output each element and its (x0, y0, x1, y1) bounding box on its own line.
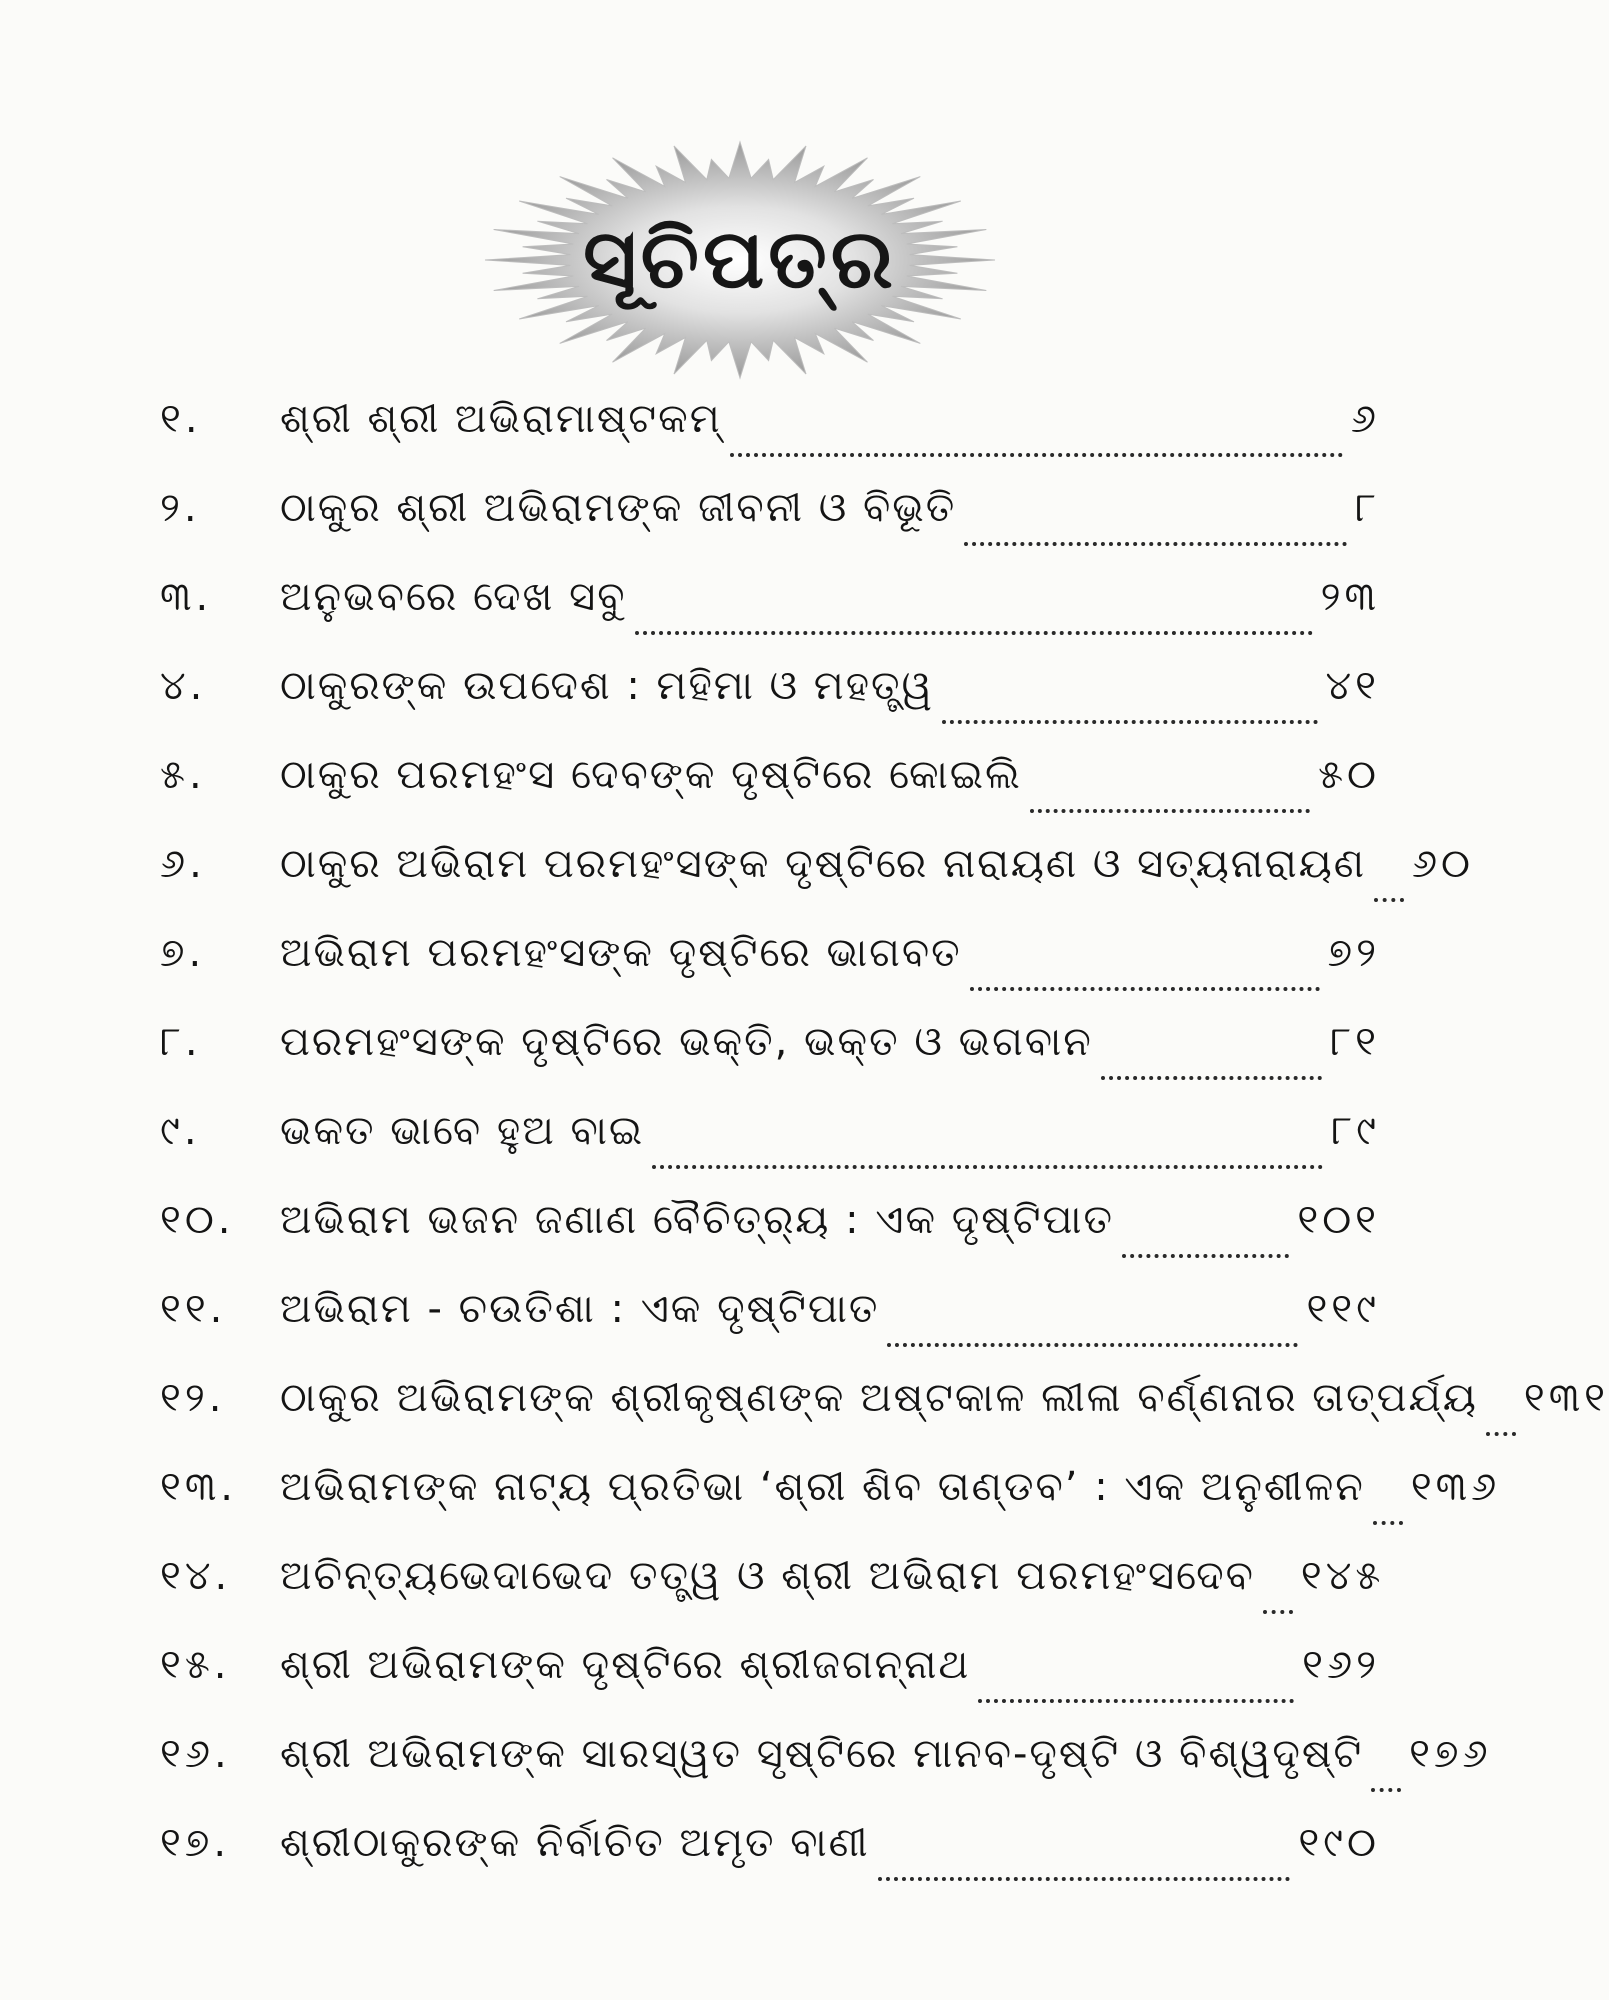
toc-entry-page: ୮୧ (1330, 1019, 1380, 1065)
dot-leader (942, 719, 1318, 724)
toc-entry-title: ଠାକୁର ଅଭିରାମ ପରମହଂସଙ୍କ ଦୃଷ୍ଟିରେ ନାରାୟଣ ଓ ସତ୍ୟନାରାୟଣ (280, 841, 1366, 887)
dot-leader (1486, 1431, 1516, 1436)
dot-leader (635, 630, 1313, 635)
toc-entry-number: ୧୫. (160, 1642, 231, 1688)
toc-entry-title: ଅନୁଭବରେ ଦେଖ ସବୁ (280, 574, 627, 620)
dot-leader (1030, 808, 1310, 813)
dot-leader (730, 452, 1343, 457)
dot-leader (1373, 1520, 1403, 1525)
dot-leader (652, 1164, 1323, 1169)
toc-entry-page: ୧୪୫ (1300, 1553, 1385, 1599)
toc-entry-number: ୮. (160, 1019, 202, 1065)
toc-entry-page: ୧୬୨ (1302, 1642, 1380, 1688)
toc-entry[interactable] (160, 1019, 1380, 1108)
toc-entry-title: ପରମହଂସଙ୍କ ଦୃଷ୍ଟିରେ ଭକ୍ତି, ଭକ୍ତ ଓ ଭଗବାନ (280, 1019, 1093, 1065)
toc-entry-title: ଠାକୁରଙ୍କ ଉପଦେଶ : ମହିମା ଓ ମହତ୍ତ୍ୱ (280, 663, 934, 709)
toc-entry-number: ୧୦. (160, 1197, 235, 1243)
dot-leader (1122, 1253, 1289, 1258)
toc-entry-title: ଭକତ ଭାବେ ହୁଅ ବାଇ (280, 1108, 645, 1154)
toc-entry[interactable] (160, 841, 1475, 930)
toc-entry-page: ୧୧୯ (1306, 1286, 1380, 1332)
toc-entry-page: ୭୨ (1327, 930, 1380, 976)
toc-entry[interactable] (160, 1553, 1385, 1642)
toc-entry-number: ୬. (160, 841, 206, 887)
toc-entry-page: ୧୩୧ (1523, 1375, 1609, 1421)
dot-leader (978, 1698, 1294, 1703)
dot-leader (1374, 897, 1404, 902)
toc-entry-number: ୧. (160, 396, 202, 442)
toc-entry-number: ୭. (160, 930, 206, 976)
toc-entry[interactable] (160, 1286, 1380, 1375)
dot-leader (964, 541, 1347, 546)
dot-leader (1371, 1787, 1401, 1792)
table-of-contents (160, 396, 1609, 1909)
toc-entry[interactable] (160, 1108, 1380, 1197)
toc-entry[interactable] (160, 574, 1380, 663)
toc-entry-title: ଠାକୁର ପରମହଂସ ଦେବଙ୍କ ଦୃଷ୍ଟିରେ କୋଇଲି (280, 752, 1022, 798)
dot-leader (1101, 1075, 1322, 1080)
toc-entry-page: ୧୦୧ (1297, 1197, 1380, 1243)
toc-entry-title: ଶ୍ରୀ ଶ୍ରୀ ଅଭିରାମାଷ୍ଟକମ୍ (280, 396, 722, 442)
toc-entry-page: ୨୩ (1320, 574, 1380, 620)
toc-entry[interactable] (160, 1375, 1609, 1464)
toc-entry-title: ଅଚିନ୍ତ୍ୟଭେଦାଭେଦ ତତ୍ତ୍ୱ ଓ ଶ୍ରୀ ଅଭିରାମ ପରମହଂସଦେବ (280, 1553, 1255, 1599)
toc-entry-page: ୬୦ (1411, 841, 1475, 887)
toc-entry[interactable] (160, 396, 1380, 485)
toc-entry-page: ୧୩୬ (1410, 1464, 1501, 1510)
toc-entry-number: ୨. (160, 485, 201, 531)
toc-entry-number: ୧୩. (160, 1464, 237, 1510)
page-title: ସୂଚିପତ୍ର (583, 212, 897, 307)
toc-entry[interactable] (160, 1197, 1380, 1286)
toc-entry[interactable] (160, 752, 1380, 841)
toc-entry-number: ୧୬. (160, 1731, 231, 1777)
toc-entry-page: ୧୭୬ (1409, 1731, 1492, 1777)
toc-entry-title: ଶ୍ରୀ ଅଭିରାମଙ୍କ ସାରସ୍ୱତ ସୃଷ୍ଟିରେ ମାନବ-ଦୃଷ୍ଟି ଓ ବିଶ୍ୱଦୃଷ୍ଟି (280, 1731, 1364, 1777)
toc-entry-number: ୩. (160, 574, 213, 620)
toc-entry-title: ଅଭିରାମ ଭଜନ ଜଣାଣ ବୈଚିତ୍ର୍ୟ : ଏକ ଦୃଷ୍ଟିପାତ (280, 1197, 1115, 1243)
toc-entry-page: ୬ (1350, 396, 1380, 442)
toc-entry-title: ଅଭିରାମଙ୍କ ନାଟ୍ୟ ପ୍ରତିଭା ‘ଶ୍ରୀ ଶିବ ତାଣ୍ଡବ’ : ଏକ ଅନୁଶୀଳନ (280, 1464, 1365, 1510)
toc-entry[interactable] (160, 1642, 1380, 1731)
toc-entry[interactable] (160, 1820, 1380, 1909)
toc-entry-number: ୪. (160, 663, 207, 709)
toc-entry-page: ୮ (1355, 485, 1380, 531)
toc-entry-title: ଠାକୁର ଶ୍ରୀ ଅଭିରାମଙ୍କ ଜୀବନୀ ଓ ବିଭୂତି (280, 485, 957, 531)
toc-entry[interactable] (160, 1731, 1492, 1820)
toc-entry-number: ୯. (160, 1108, 201, 1154)
toc-entry-number: ୫. (160, 752, 206, 798)
toc-entry[interactable] (160, 1464, 1501, 1553)
toc-entry-page: ୪୧ (1325, 663, 1380, 709)
toc-entry-title: ଅଭିରାମ - ଚଉତିଶା : ଏକ ଦୃଷ୍ଟିପାତ (280, 1286, 880, 1332)
toc-entry[interactable] (160, 663, 1380, 752)
toc-entry-page: ୮୯ (1331, 1108, 1380, 1154)
toc-entry[interactable] (160, 485, 1380, 574)
dot-leader (878, 1876, 1291, 1881)
toc-entry-page: ୫୦ (1318, 752, 1380, 798)
toc-entry-title: ଅଭିରାମ ପରମହଂସଙ୍କ ଦୃଷ୍ଟିରେ ଭାଗବତ (280, 930, 962, 976)
dot-leader (887, 1342, 1298, 1347)
dot-leader (1263, 1609, 1293, 1614)
toc-entry-number: ୧୪. (160, 1553, 232, 1599)
toc-entry-page: ୧୯୦ (1298, 1820, 1380, 1866)
toc-entry-number: ୧୧. (160, 1286, 227, 1332)
toc-entry-title: ଶ୍ରୀଠାକୁରଙ୍କ ନିର୍ବାଚିତ ଅମୃତ ବାଣୀ (280, 1820, 870, 1866)
dot-leader (970, 986, 1320, 991)
toc-entry-number: ୧୭. (160, 1820, 231, 1866)
toc-entry[interactable] (160, 930, 1380, 1019)
toc-entry-title: ଶ୍ରୀ ଅଭିରାମଙ୍କ ଦୃଷ୍ଟିରେ ଶ୍ରୀଜଗନ୍ନାଥ (280, 1642, 971, 1688)
toc-entry-title: ଠାକୁର ଅଭିରାମଙ୍କ ଶ୍ରୀକୃଷ୍ଣଙ୍କ ଅଷ୍ଟକାଳ ଲୀଳା ବର୍ଣ୍ଣନାର ତାତ୍ପର୍ଯ୍ୟ (280, 1375, 1478, 1421)
toc-entry-number: ୧୨. (160, 1375, 226, 1421)
title-burst-graphic (480, 140, 1000, 380)
